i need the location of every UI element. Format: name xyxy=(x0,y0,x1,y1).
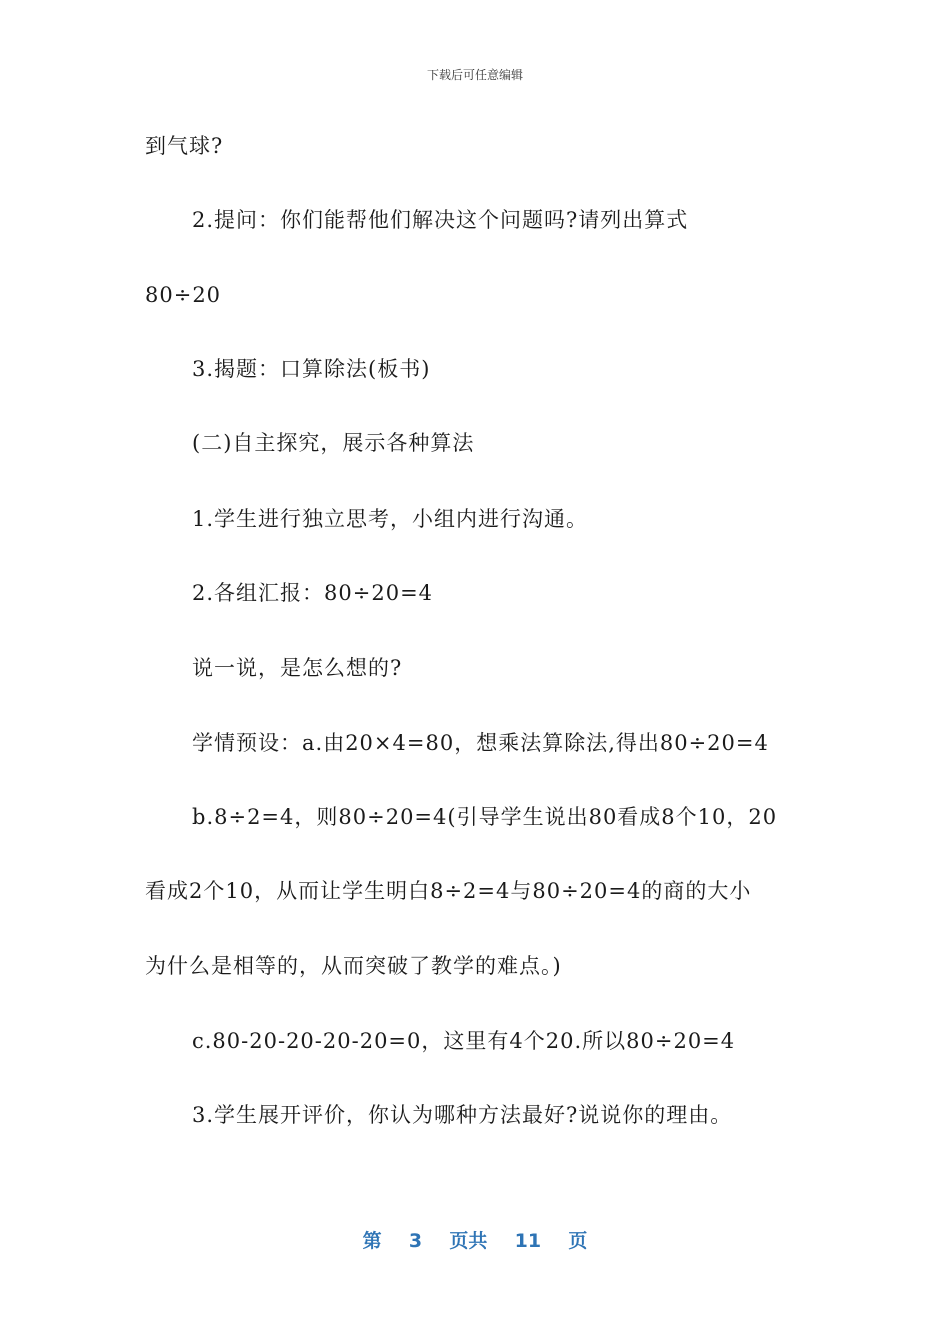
text-line: 3.揭题：口算除法(板书) xyxy=(192,357,431,381)
text-line: 3.学生展开评价，你认为哪种方法最好?说说你的理由。 xyxy=(192,1103,733,1127)
text-line: 看成2个10，从而让学生明白8÷2=4与80÷20=4的商的大小 xyxy=(145,879,752,903)
footer-prefix: 第 xyxy=(362,1230,382,1252)
text-line: 1.学生进行独立思考，小组内进行沟通。 xyxy=(192,507,589,531)
section-heading: (二)自主探究，展示各种算法 xyxy=(192,431,475,455)
text-line: 为什么是相等的，从而突破了教学的难点。) xyxy=(145,954,562,978)
footer-middle: 页共 xyxy=(449,1230,488,1252)
footer-suffix: 页 xyxy=(568,1230,588,1252)
text-line: 到气球? xyxy=(145,134,224,158)
page-footer xyxy=(0,1226,950,1253)
page-header: 下载后可任意编辑 xyxy=(426,68,523,82)
text-line: 学情预设：a.由20×4=80，想乘法算除法,得出80÷20=4 xyxy=(192,731,769,755)
text-line: c.80-20-20-20-20=0，这里有4个20.所以80÷20=4 xyxy=(192,1029,736,1053)
text-line: 2.提问：你们能帮他们解决这个问题吗?请列出算式 xyxy=(192,208,689,232)
footer-total-pages: 11 xyxy=(514,1230,542,1252)
text-line: 80÷20 xyxy=(145,283,222,307)
text-line: 说一说，是怎么想的? xyxy=(192,656,403,680)
text-line: b.8÷2=4，则80÷20=4(引导学生说出80看成8个10，20 xyxy=(192,805,778,829)
text-line: 2.各组汇报：80÷20=4 xyxy=(192,581,434,605)
footer-page-number: 3 xyxy=(408,1230,423,1252)
